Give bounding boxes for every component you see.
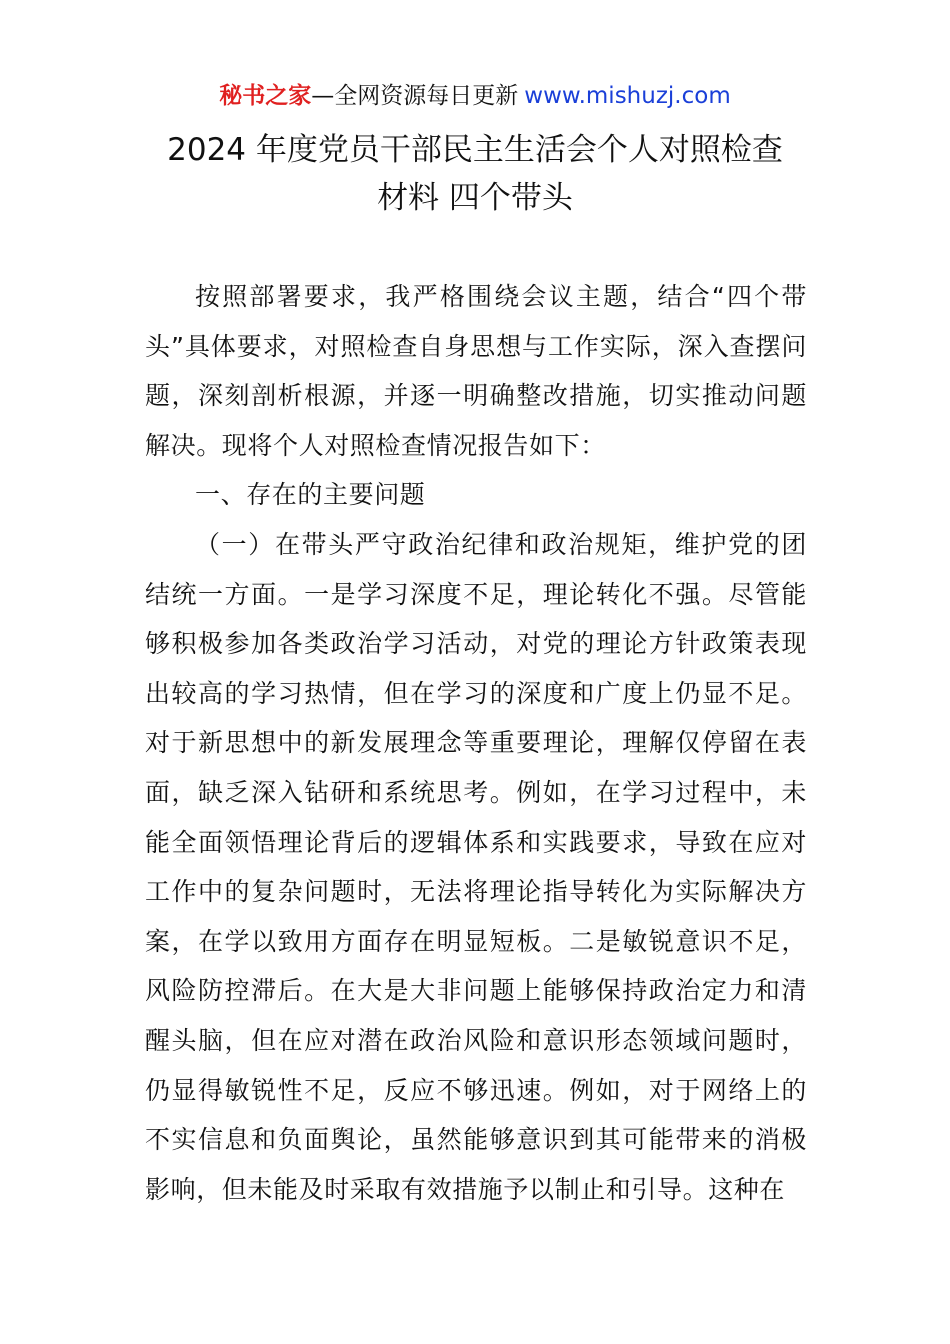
site-brand: 秘书之家 xyxy=(219,83,312,109)
site-tagline: —全网资源每日更新 xyxy=(311,83,519,109)
document-title xyxy=(0,126,950,222)
section-paragraph: （一）在带头严守政治纪律和政治规矩，维护党的团结统一方面。一是学习深度不足，理论转化不强。尽管能够积极参加各类政治学习活动，对党的理论方针政策表现出较高的学习热情，但在学习的深度和广度上仍显不足。对于新思想中的新发展理念等重要理论，理解仅停留在表面，缺乏深入钻研和系统思考。例如，在学习过程中，未能全面领悟理论背后的逻辑体系和实践要求，导致在应对工作中的复杂问题时，无法将理论指导转化为实际解决方案，在学以致用方面存在明显短板。二是敏锐意识不足，风险防控滞后。在大是大非问题上能够保持政治定力和清醒头脑，但在应对潜在政治风险和意识形态领域问题时，仍显得敏锐性不足，反应不够迅速。例如，对于网络上的不实信息和负面舆论，虽然能够意识到其可能带来的消极影响，但未能及时采取有效措施予以制止和引导。这种在 xyxy=(145,529,807,1204)
intro-paragraph: 按照部署要求，我严格围绕会议主题，结合“四个带头”具体要求，对照检查自身思想与工作实际，深入查摆问题，深刻剖析根源，并逐一明确整改措施，切实推动问题解决。现将个人对照检查情况报告如下： xyxy=(145,282,807,460)
title-line-1: 2024 年度党员干部民主生活会个人对照检查 xyxy=(167,132,783,168)
document-body xyxy=(145,272,807,1214)
title-line-2: 材料 四个带头 xyxy=(377,180,573,216)
section-heading: 一、存在的主要问题 xyxy=(195,480,426,510)
site-url-link[interactable]: www.mishuzj.com xyxy=(524,83,731,109)
site-header xyxy=(0,80,950,112)
